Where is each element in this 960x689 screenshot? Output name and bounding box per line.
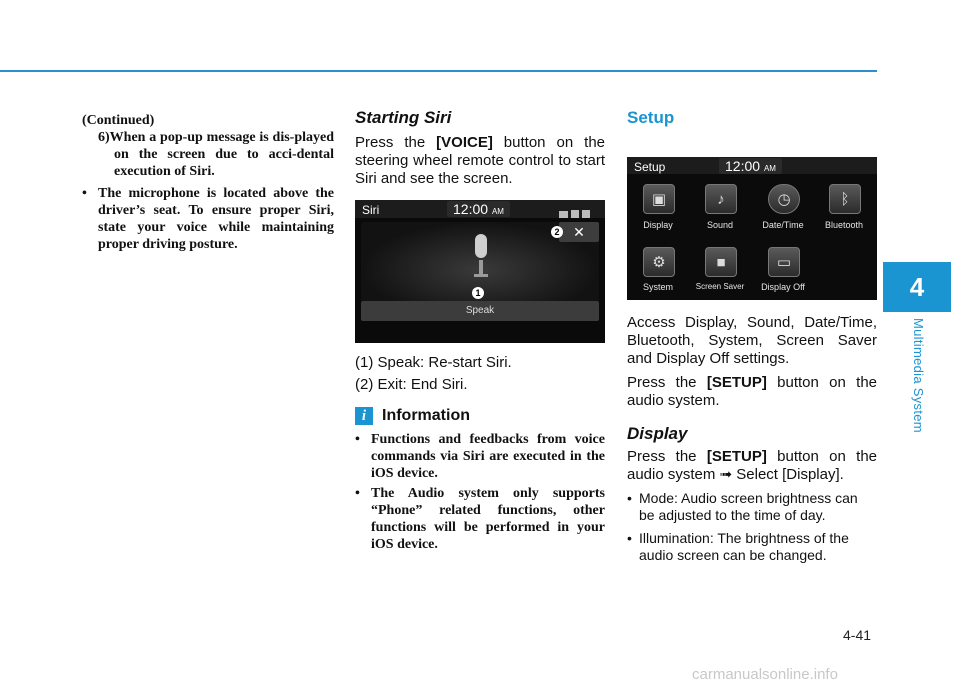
siri-clock bbox=[447, 201, 510, 217]
bluetooth-tile-label: Bluetooth bbox=[824, 220, 864, 230]
clock-time: 12:00 bbox=[453, 201, 489, 217]
clock-ampm: AM bbox=[763, 164, 776, 173]
display-press-text bbox=[627, 448, 877, 484]
step-6: 6)When a pop-up message is dis-played on the screen due to acci-dental execution of Siri. bbox=[98, 130, 334, 179]
page-number: 4-41 bbox=[843, 627, 872, 643]
information-bullet-2: • The Audio system only supports “Phone” related functions, other functions will be performed in your iOS device. bbox=[355, 485, 605, 553]
starting-siri-heading: Starting Siri bbox=[355, 108, 452, 127]
setup-screen bbox=[627, 157, 877, 300]
setup-heading: Setup bbox=[627, 108, 675, 127]
date-time-tile-label: Date/Time bbox=[762, 220, 804, 230]
information-icon: i bbox=[355, 407, 373, 425]
column-setup bbox=[627, 108, 877, 564]
starting-siri-intro bbox=[355, 134, 605, 188]
siri-screen-title: Siri bbox=[362, 203, 380, 217]
display-illumination-bullet: • Illumination: The brightness of the audio screen can be changed. bbox=[627, 530, 877, 564]
column-continued bbox=[82, 112, 334, 253]
siri-screen bbox=[355, 200, 605, 343]
callout-1: 1 bbox=[472, 287, 484, 299]
clock-time: 12:00 bbox=[725, 158, 761, 174]
system-tile-label: System bbox=[642, 282, 673, 292]
item-exit: (2) Exit: End Siri. bbox=[355, 376, 468, 393]
information-bullet-1: • Functions and feedbacks from voice commands via Siri are executed in the iOS device. bbox=[355, 431, 605, 482]
status-icons bbox=[559, 205, 597, 214]
display-heading: Display bbox=[627, 424, 688, 443]
date-time-tile-icon[interactable]: ◷ bbox=[768, 184, 800, 214]
bluetooth-icon bbox=[571, 210, 579, 218]
display-press-end: button on the audio system ➟ Select [Display]. bbox=[627, 448, 878, 483]
display-tile-icon[interactable]: ▣ bbox=[643, 184, 675, 214]
clock-ampm: AM bbox=[491, 207, 504, 216]
setup-screen-title: Setup bbox=[634, 160, 666, 174]
exit-button[interactable] bbox=[559, 222, 599, 242]
intro-text-end: button on the steering wheel remote control to start Siri and see the screen. bbox=[355, 134, 605, 187]
setup-access-text: Access Display, Sound, Date/Time, Bluetooth, System, Screen Saver and Display Off settings. bbox=[627, 314, 877, 367]
watermark: carmanualsonline.info bbox=[692, 666, 838, 683]
microphone-note: • The microphone is located above the driver’s seat. To ensure proper Siri, state your voice while maintaining proper driving posture. bbox=[82, 185, 334, 253]
setup-key: [SETUP] bbox=[706, 374, 767, 391]
setup-press-start: Press the bbox=[627, 374, 707, 391]
chapter-title: Multimedia System bbox=[911, 318, 926, 433]
setup-clock bbox=[719, 158, 782, 174]
close-icon: ✕ bbox=[573, 224, 585, 240]
chapter-number-tab: 4 bbox=[883, 262, 951, 312]
signal-icon bbox=[582, 210, 590, 218]
item-speak: (1) Speak: Re-start Siri. bbox=[355, 354, 512, 371]
bluetooth-tile-icon[interactable]: ᛒ bbox=[829, 184, 861, 214]
display-tile-label: Display bbox=[643, 220, 673, 230]
display-mode-bullet: • Mode: Audio screen brightness can be adjusted to the time of day. bbox=[627, 490, 877, 524]
screen-saver-tile-icon[interactable]: ■ bbox=[705, 247, 737, 277]
display-off-tile-label: Display Off bbox=[761, 282, 805, 292]
continued-label: (Continued) bbox=[82, 113, 155, 128]
sound-tile-label: Sound bbox=[706, 220, 734, 230]
setup-press-end: button on the audio system. bbox=[627, 374, 878, 409]
information-header bbox=[355, 407, 605, 425]
microphone-icon bbox=[470, 232, 492, 282]
sound-tile-icon[interactable]: ♪ bbox=[705, 184, 737, 214]
callout-2: 2 bbox=[551, 226, 563, 238]
system-tile-icon[interactable]: ⚙ bbox=[643, 247, 675, 277]
top-rule bbox=[0, 70, 877, 72]
intro-text: Press the bbox=[355, 134, 437, 151]
display-list bbox=[627, 490, 877, 564]
screen-saver-tile-label: Screen Saver bbox=[695, 282, 745, 291]
voice-key: [VOICE] bbox=[436, 134, 493, 151]
display-press-start: Press the bbox=[627, 448, 707, 465]
speak-button[interactable]: Speak bbox=[361, 301, 599, 321]
column-starting-siri bbox=[355, 108, 605, 556]
display-setup-key: [SETUP] bbox=[706, 448, 767, 465]
information-heading: Information bbox=[382, 407, 470, 424]
setup-press-text bbox=[627, 374, 877, 410]
information-list bbox=[355, 431, 605, 553]
display-off-tile-icon[interactable]: ▭ bbox=[768, 247, 800, 277]
usb-icon bbox=[559, 211, 568, 218]
